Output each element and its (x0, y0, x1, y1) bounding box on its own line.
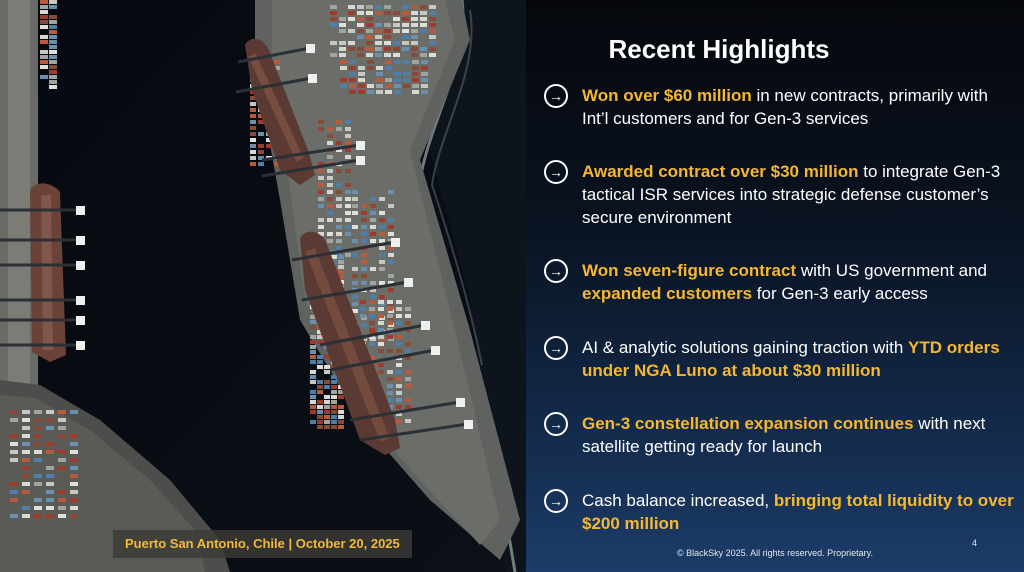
highlights-panel (526, 0, 1024, 572)
highlight-body: with next satellite getting ready for launch (582, 414, 986, 456)
highlight-emphasis: expanded customers (582, 284, 753, 303)
circled-right-arrow-icon: → (544, 412, 568, 436)
highlight-text (582, 259, 1014, 305)
highlight-emphasis: YTD orders under NGA Luno at about $30 million (582, 338, 1000, 380)
slide-title (526, 34, 912, 65)
page-number: 4 (972, 538, 978, 548)
highlight-body: to integrate Gen-3 tactical ISR services into strategic defense customer’s secure environment (582, 162, 1001, 227)
highlight-text (582, 84, 1014, 130)
highlight-text (582, 160, 1014, 229)
highlight-item (544, 84, 1014, 130)
slide-title-text: Recent Highlights (608, 34, 830, 64)
circled-right-arrow-icon: → (544, 489, 568, 513)
circled-right-arrow-icon: → (544, 259, 568, 283)
highlight-text (582, 412, 1014, 458)
highlight-emphasis: bringing total liquidity to over $200 million (582, 491, 1014, 533)
highlight-body: with US government and (796, 261, 988, 280)
circled-right-arrow-icon: → (544, 160, 568, 184)
circled-right-arrow-icon: → (544, 84, 568, 108)
highlight-emphasis: Won over $60 million (582, 86, 752, 105)
highlight-emphasis: Awarded contract over $30 million (582, 162, 859, 181)
highlight-body: AI & analytic solutions gaining traction with (582, 338, 909, 357)
highlight-text (582, 336, 1014, 382)
highlight-item (544, 489, 1014, 535)
copyright-footer: © BlackSky 2025. All rights reserved. Proprietary. (676, 548, 874, 558)
highlight-item (544, 336, 1014, 382)
highlight-body: for Gen-3 early access (752, 284, 928, 303)
image-caption: Puerto San Antonio, Chile | October 20, 2025 (113, 530, 412, 558)
highlight-emphasis: Gen-3 constellation expansion continues (582, 414, 914, 433)
highlight-item (544, 259, 1014, 305)
highlight-body: Cash balance increased, (582, 491, 774, 510)
highlight-item (544, 412, 1014, 458)
highlight-text (582, 489, 1014, 535)
highlight-body: in new contracts, primarily with Int’l customers and for Gen-3 services (582, 86, 988, 128)
highlight-emphasis: Won seven-figure contract (582, 261, 797, 280)
highlight-item (544, 160, 1014, 229)
circled-right-arrow-icon: → (544, 336, 568, 360)
